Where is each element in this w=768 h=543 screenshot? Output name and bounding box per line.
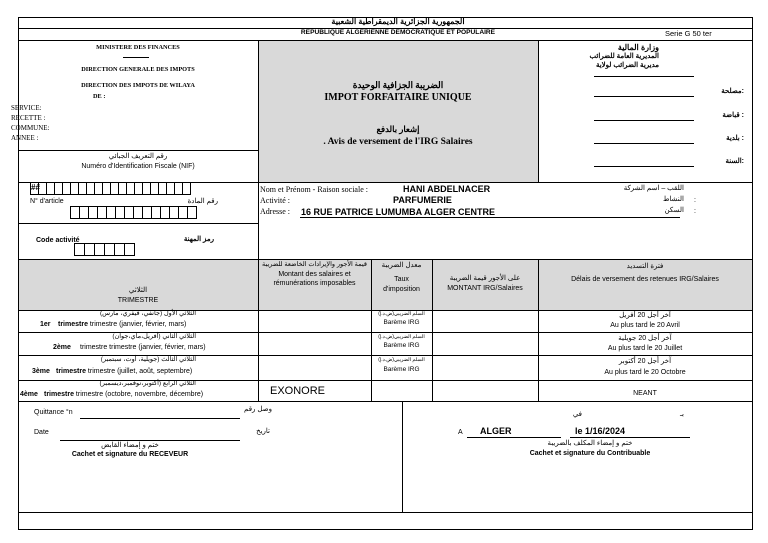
row2-tri-ar: الثلاثي الثاني (أفريل،ماي،جوان) <box>112 333 196 340</box>
center-header-bg <box>258 41 538 182</box>
cachet-contrib-ar: ختم و إمضاء المكلف بالضريبة <box>547 440 633 447</box>
row3-tri-fr: trimestre trimestre (juillet, août, septembre) <box>56 368 193 375</box>
row3-bareme-ar: السلم الضريبي(ض.د.إ) <box>378 357 425 363</box>
activite-ar: النشاط <box>662 196 684 203</box>
row1-bareme-fr: Barème IRG <box>383 319 420 326</box>
row3-num: 3ème <box>32 368 50 375</box>
activite-colon: : <box>694 197 696 204</box>
row4-delai-fr: NEANT <box>633 390 657 397</box>
quittance-fr: Quittance °n <box>34 409 73 416</box>
ministere: MINISTERE DES FINANCES <box>96 44 180 51</box>
nom-value[interactable]: HANI ABDELNACER <box>403 184 491 194</box>
activite-label: Activité : <box>260 196 290 205</box>
article-boxes[interactable] <box>70 206 196 219</box>
nom-ar: اللقب – اسم الشركة <box>623 185 684 192</box>
th-trimestre-ar: الثلاثي <box>128 287 148 294</box>
row1-tri-fr: trimestre trimestre (janvier, février, mars) <box>58 321 187 328</box>
th-delais-fr: Délais de versement des retenues IRG/Salaires <box>571 276 719 283</box>
nif-boxes[interactable] <box>30 182 190 195</box>
row2-delai-ar: آخر أجل 20 جويلية <box>618 335 672 342</box>
activite-value[interactable]: PARFUMERIE <box>393 195 452 205</box>
row1-delai-fr: Au plus tard le 20 Avril <box>610 322 680 329</box>
title-fr: IMPOT FORFAITAIRE UNIQUE <box>324 92 472 103</box>
adresse-colon: : <box>694 208 696 215</box>
row4-montant[interactable]: EXONORE <box>270 385 326 397</box>
row3-delai-fr: Au plus tard le 20 Octobre <box>604 369 686 376</box>
subtitle-fr: . Avis de versement de l'IRG Salaires <box>323 137 473 147</box>
th-delais-ar: فترة التسديد <box>626 263 664 270</box>
title-ar: الضريبة الجزافية الوحيدة <box>352 80 444 90</box>
row1-delai-ar: آخر أجل 20 أفريل <box>619 312 671 319</box>
article-label-fr: N° d'article <box>30 198 64 205</box>
service-label: SERVICE: <box>11 104 42 112</box>
de-label: DE : <box>93 93 106 100</box>
ministry-ar: وزارة المالية <box>617 43 659 52</box>
nom-label: Nom et Prénom - Raison sociale : <box>260 185 368 194</box>
a-label: A <box>458 429 463 436</box>
date-fr: Date <box>34 429 49 436</box>
nif-value: ## <box>31 183 40 192</box>
row1-bareme-ar: السلم الضريبي(ض.د.إ) <box>378 311 425 317</box>
row2-bareme-ar: السلم الضريبي(ض.د.إ) <box>378 334 425 340</box>
row1-tri-fr-text: trimestre (janvier, février, mars) <box>89 321 187 328</box>
row2-bareme-fr: Barème IRG <box>383 342 420 349</box>
fi-ar: في <box>572 411 582 418</box>
th-montant-fr: Montant des salaires et rémunérations imposables <box>273 271 356 287</box>
article-label-ar: رقم المادة <box>187 198 218 205</box>
th-montant-ar: قيمة الأجور والإيرادات الخاضعة للضريبة <box>262 261 367 268</box>
row4-num: 4ème <box>20 391 38 398</box>
recette-label: RECETTE : <box>11 114 46 122</box>
adresse-value[interactable]: 16 RUE PATRICE LUMUMBA ALGER CENTRE <box>301 207 496 217</box>
dg-ar: المديرية العامة للضرائب <box>589 53 659 60</box>
cachet-contrib-fr: Cachet et signature du Contribuable <box>529 450 651 457</box>
date-ar: تاريخ <box>256 428 270 435</box>
row3-tri-ar: الثلاثي الثالث (جويلية، أوت، سبتمبر) <box>100 356 196 363</box>
a-value[interactable]: ALGER <box>480 426 512 436</box>
republic-fr: REPUBLIQUE ALGERIENNE DEMOCRATIQUE ET POPULAIRE <box>300 29 496 36</box>
direction-wilaya: DIRECTION DES IMPOTS DE WILAYA <box>81 82 195 89</box>
republic-ar: الجمهورية الجزائرية الديمقراطية الشعبية <box>331 17 465 26</box>
th-taux-ar: معدل الضريبة <box>381 262 422 269</box>
subtitle-ar: إشعار بالدفع <box>376 124 420 134</box>
code-activite-fr: Code activité <box>36 237 80 244</box>
cachet-receveur-fr: Cachet et signature du RECEVEUR <box>71 451 189 458</box>
adresse-label: Adresse : <box>260 207 290 216</box>
direction-generale: DIRECTION GENERALE DES IMPOTS <box>81 66 195 73</box>
row4-tri-fr: trimestre trimestre (octobre, novembre, décembre) <box>44 391 204 398</box>
quittance-ar: وصل رقم <box>244 406 272 413</box>
serie-label: Serie G 50 ter <box>665 29 712 38</box>
row2-delai-fr: Au plus tard le 20 Juillet <box>607 345 683 352</box>
row1-tri-ar: الثلاثي الأول (جانفي، فيفري، مارس) <box>99 310 196 317</box>
th-irg-fr: MONTANT IRG/Salaires <box>447 285 523 292</box>
nif-label-fr: Numéro d'Identification Fiscale (NIF) <box>81 163 195 170</box>
le-value[interactable]: le 1/16/2024 <box>575 426 626 436</box>
row3-delai-ar: آخر أجل 20 أكتوبر <box>618 358 672 365</box>
annee-ar: :السنة <box>725 158 744 165</box>
service-ar: :مصلحة <box>721 88 744 95</box>
row3-tri-fr-text: trimestre (juillet, août, septembre) <box>87 368 193 375</box>
cachet-receveur-ar: ختم و إمضاء القابض <box>101 442 159 449</box>
row4-tri-ar: الثلاثي الرابع (أكتوبر،نوفمبر،ديسمبر) <box>99 380 196 387</box>
row3-bareme-fr: Barème IRG <box>383 366 420 373</box>
commune-label: COMMUNE: <box>11 124 50 132</box>
annee-label: ANNEE : <box>11 134 39 142</box>
row4-tri-fr-text: trimestre (octobre, novembre, décembre) <box>75 391 204 398</box>
wilaya-ar: مديرية الضرائب لولاية <box>595 62 659 69</box>
row2-num: 2ème <box>53 344 71 351</box>
th-trimestre-fr: TRIMESTRE <box>117 297 159 304</box>
row2-tri-fr: trimestre trimestre (janvier, février, mars) <box>80 344 206 351</box>
row2-tri-fr-text: trimestre (janvier, février, mars) <box>109 344 206 351</box>
recette-ar: : قباضة <box>722 112 744 119</box>
b-ar: بـ <box>680 411 684 418</box>
adresse-ar: السكن <box>664 207 684 214</box>
commune-ar: : بلدية <box>726 135 744 142</box>
code-activite-boxes[interactable] <box>74 243 134 256</box>
code-activite-ar: رمز المهنة <box>183 236 214 243</box>
row1-num: 1er <box>40 321 51 328</box>
th-taux-fr: Taux d'imposition <box>383 276 420 293</box>
th-irg-ar: على الأجور قيمة الضريبة <box>449 275 521 282</box>
nif-label-ar: رقم التعريف الجبائي <box>108 153 168 160</box>
